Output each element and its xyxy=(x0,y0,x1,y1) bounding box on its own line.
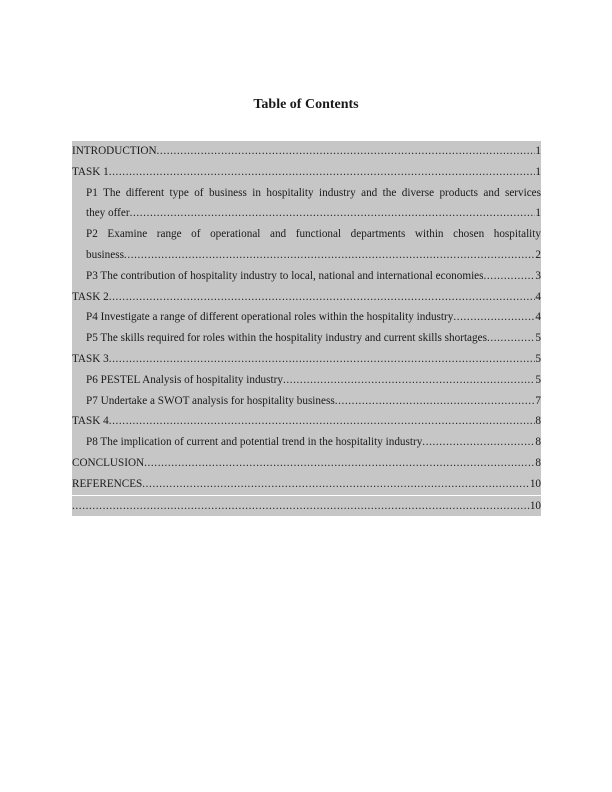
toc-entry-p5[interactable] xyxy=(72,328,541,349)
toc-entry-p4[interactable] xyxy=(72,307,541,328)
toc-entry-label: P4 Investigate a range of different operational roles within the hospitality industry xyxy=(86,311,454,324)
toc-entry-task-2[interactable] xyxy=(72,287,541,308)
toc-entry-p1-line1[interactable] xyxy=(72,183,541,204)
toc-entry-label: P8 The implication of current and potential trend in the hospitality industry xyxy=(86,436,423,449)
toc-entry-label: TASK 4 xyxy=(72,415,109,428)
dot-leader xyxy=(335,391,536,412)
toc-entry-label: TASK 2 xyxy=(72,290,109,303)
toc-page-number: 4 xyxy=(535,290,541,303)
dot-leader xyxy=(157,141,536,162)
dot-leader xyxy=(487,328,535,349)
toc-page-number: 5 xyxy=(535,352,541,365)
toc-entry-label: P7 Undertake a SWOT analysis for hospitality business xyxy=(86,394,335,407)
toc-entry-task-3[interactable] xyxy=(72,349,541,370)
toc-page-number: 3 xyxy=(535,269,541,282)
toc-entry-p2-line1[interactable] xyxy=(72,224,541,245)
toc-entry-p6[interactable] xyxy=(72,370,541,391)
toc-entry-conclusion[interactable] xyxy=(72,453,541,474)
toc-entry-label: P3 The contribution of hospitality industry to local, national and international economies xyxy=(86,269,484,282)
toc-entry-label: P2 Examine range of operational and functional departments within chosen hospitality xyxy=(86,228,541,241)
toc-page-number: 5 xyxy=(535,332,541,345)
toc-page-number: 1 xyxy=(535,145,541,157)
toc-entry-label: CONCLUSION xyxy=(72,456,145,469)
toc-page-number: 1 xyxy=(535,165,541,178)
toc-entry-label: P5 The skills required for roles within the hospitality industry and current skills shortages xyxy=(86,332,487,345)
dot-leader xyxy=(130,203,536,224)
dot-leader xyxy=(109,162,536,183)
dot-leader xyxy=(124,245,535,266)
toc-entry-blank[interactable] xyxy=(72,495,541,517)
dot-leader xyxy=(142,474,530,495)
dot-leader xyxy=(72,496,530,517)
toc-entry-label: INTRODUCTION xyxy=(72,145,157,157)
toc-page-number: 2 xyxy=(535,248,541,261)
toc-page-number: 7 xyxy=(535,394,541,407)
toc-page-number: 4 xyxy=(535,311,541,324)
toc-entry-p3[interactable] xyxy=(72,266,541,287)
toc-entry-p7[interactable] xyxy=(72,391,541,412)
toc-entry-references[interactable] xyxy=(72,474,541,495)
page-title: Table of Contents xyxy=(253,97,359,112)
toc-page-number: 5 xyxy=(535,373,541,386)
toc-entry-task-1[interactable] xyxy=(72,162,541,183)
dot-leader xyxy=(453,307,535,328)
dot-leader xyxy=(144,453,535,474)
toc-entry-label: TASK 3 xyxy=(72,352,109,365)
toc-entry-label: P1 The different type of business in hospitality industry and the diverse products and services xyxy=(86,186,541,199)
dot-leader xyxy=(283,370,535,391)
toc-entry-label: P6 PESTEL Analysis of hospitality industry xyxy=(86,373,283,386)
toc-page-number: 8 xyxy=(535,456,541,469)
toc-entry-p1[interactable] xyxy=(72,203,541,224)
toc-page-number: 10 xyxy=(529,477,541,490)
dot-leader xyxy=(109,411,536,432)
toc-entry-p2[interactable] xyxy=(72,245,541,266)
toc-entry-label: business xyxy=(86,248,124,261)
toc-page-number: 10 xyxy=(529,499,541,512)
toc-entry-label: they offer xyxy=(86,207,130,220)
toc-entry-p8[interactable] xyxy=(72,432,541,453)
toc-page-number: 8 xyxy=(535,415,541,428)
dot-leader xyxy=(484,266,536,287)
toc-entry-task-4[interactable] xyxy=(72,411,541,432)
toc-page-number: 8 xyxy=(535,436,541,449)
toc-entry-label: REFERENCES xyxy=(72,477,143,490)
table-of-contents xyxy=(72,141,541,516)
toc-entry-introduction[interactable] xyxy=(72,141,541,162)
toc-entry-label: TASK 1 xyxy=(72,165,109,178)
dot-leader xyxy=(422,432,535,453)
dot-leader xyxy=(109,349,536,370)
toc-page-number: 1 xyxy=(535,207,541,220)
dot-leader xyxy=(109,287,536,308)
